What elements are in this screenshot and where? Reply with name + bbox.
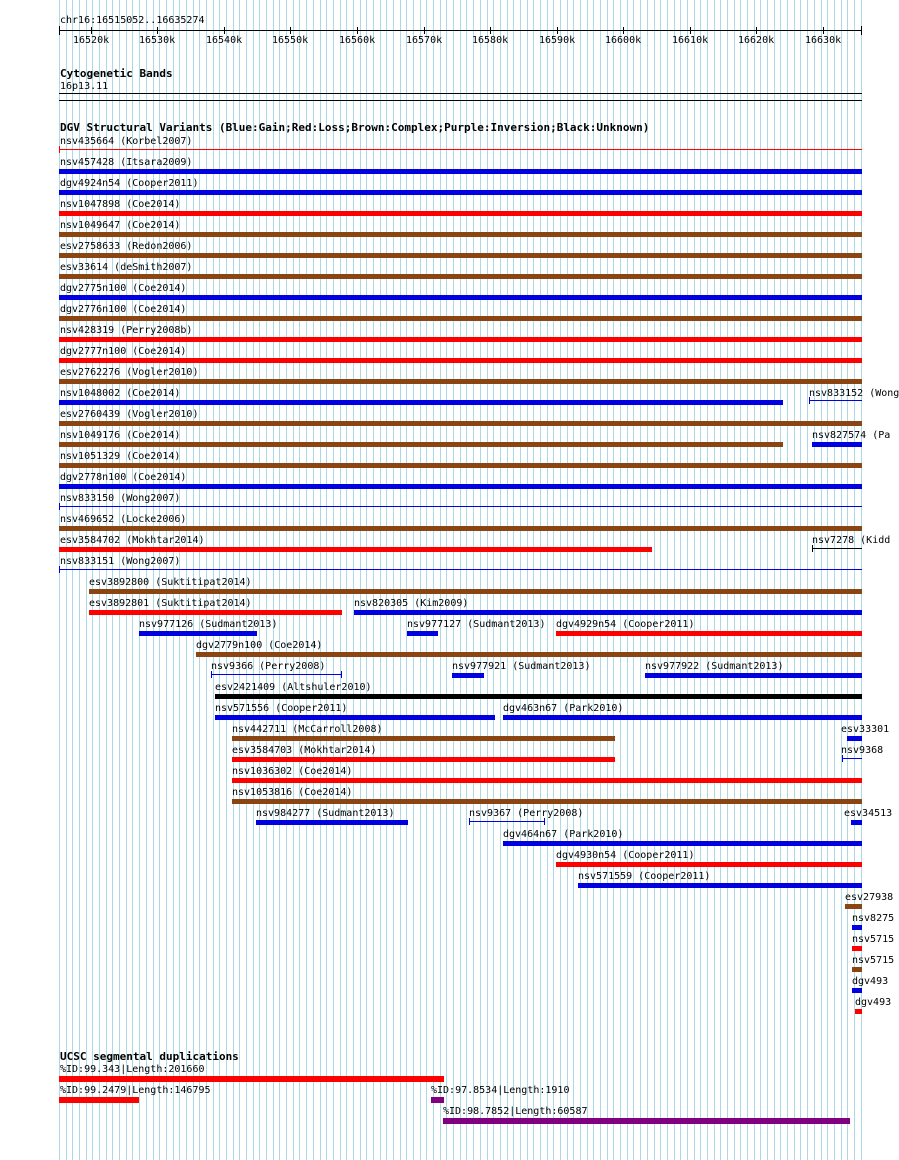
dgv-feature-endcap bbox=[341, 671, 342, 678]
dgv-feature-endcap bbox=[59, 503, 60, 510]
dgv-feature-label[interactable]: nsv442711 (McCarroll2008) bbox=[232, 724, 383, 735]
dgv-feature-label[interactable]: nsv1048002 (Coe2014) bbox=[60, 388, 181, 399]
dgv-feature-label[interactable]: nsv977922 (Sudmant2013) bbox=[645, 661, 784, 672]
dgv-feature-bar[interactable] bbox=[354, 610, 862, 615]
segdup-track-title[interactable]: UCSC segmental duplications bbox=[60, 1050, 239, 1063]
dgv-feature-endcap bbox=[59, 146, 60, 153]
segdup-feature-label[interactable]: %ID:97.8534|Length:1910 bbox=[431, 1085, 570, 1096]
dgv-feature-bar[interactable] bbox=[452, 673, 484, 678]
dgv-feature-bar[interactable] bbox=[812, 442, 862, 447]
dgv-feature-label[interactable]: esv3892801 (Suktitipat2014) bbox=[89, 598, 252, 609]
dgv-feature-label[interactable]: esv33614 (deSmith2007) bbox=[60, 262, 193, 273]
dgv-feature-bar[interactable] bbox=[556, 631, 862, 636]
dgv-feature-label[interactable]: nsv9367 (Perry2008) bbox=[469, 808, 584, 819]
dgv-feature-bar[interactable] bbox=[842, 758, 862, 759]
segdup-feature-label[interactable]: %ID:99.2479|Length:146795 bbox=[60, 1085, 211, 1096]
ruler-tick-label: 16620k bbox=[738, 35, 775, 46]
dgv-feature-bar[interactable] bbox=[59, 190, 862, 195]
dgv-feature-label[interactable]: nsv833150 (Wong2007) bbox=[60, 493, 181, 504]
dgv-feature-label[interactable]: dgv2778n100 (Coe2014) bbox=[60, 472, 187, 483]
dgv-feature-bar[interactable] bbox=[852, 988, 862, 993]
dgv-feature-label[interactable]: dgv2777n100 (Coe2014) bbox=[60, 346, 187, 357]
dgv-feature-bar[interactable] bbox=[59, 358, 862, 363]
dgv-feature-endcap bbox=[544, 818, 545, 825]
ruler-tick-label: 16600k bbox=[605, 35, 642, 46]
dgv-feature-label[interactable]: dgv464n67 (Park2010) bbox=[503, 829, 624, 840]
dgv-feature-bar[interactable] bbox=[215, 694, 862, 699]
segdup-feature-label[interactable]: %ID:98.7852|Length:60587 bbox=[443, 1106, 588, 1117]
ruler-tick bbox=[357, 27, 358, 34]
dgv-feature-label[interactable]: nsv9368 bbox=[841, 745, 884, 756]
dgv-feature-label[interactable]: dgv2779n100 (Coe2014) bbox=[196, 640, 323, 651]
dgv-feature-bar[interactable] bbox=[852, 967, 862, 972]
dgv-feature-bar[interactable] bbox=[59, 232, 862, 237]
dgv-feature-label[interactable]: esv3584703 (Mokhtar2014) bbox=[232, 745, 377, 756]
ruler-tick bbox=[424, 27, 425, 34]
dgv-feature-bar[interactable] bbox=[851, 820, 862, 825]
dgv-feature-bar[interactable] bbox=[809, 400, 862, 401]
dgv-feature-bar[interactable] bbox=[812, 548, 862, 549]
dgv-feature-label[interactable]: esv33301 bbox=[841, 724, 890, 735]
dgv-feature-bar[interactable] bbox=[847, 736, 862, 741]
ruler-tick-label: 16540k bbox=[206, 35, 243, 46]
dgv-feature-bar[interactable] bbox=[139, 631, 257, 636]
dgv-feature-label[interactable]: esv27938 bbox=[845, 892, 894, 903]
dgv-feature-label[interactable]: nsv435664 (Korbel2007) bbox=[60, 136, 193, 147]
ruler-tick-label: 16550k bbox=[272, 35, 309, 46]
dgv-feature-bar[interactable] bbox=[59, 149, 862, 150]
dgv-feature-bar[interactable] bbox=[89, 589, 862, 594]
dgv-feature-bar[interactable] bbox=[211, 674, 342, 675]
dgv-feature-label[interactable]: nsv1036302 (Coe2014) bbox=[232, 766, 353, 777]
position-label: chr16:16515052..16635274 bbox=[60, 15, 205, 26]
ruler-tick-label: 16560k bbox=[339, 35, 376, 46]
segdup-feature-label[interactable]: %ID:99.343|Length:201660 bbox=[60, 1064, 205, 1075]
dgv-feature-label[interactable]: dgv4930n54 (Cooper2011) bbox=[556, 850, 695, 861]
ruler-tick bbox=[157, 27, 158, 34]
segdup-feature-bar[interactable] bbox=[431, 1097, 444, 1103]
ruler-start-tick bbox=[59, 26, 60, 35]
dgv-feature-label[interactable]: dgv4929n54 (Cooper2011) bbox=[556, 619, 695, 630]
dgv-feature-endcap bbox=[59, 566, 60, 573]
dgv-feature-label[interactable]: dgv2775n100 (Coe2014) bbox=[60, 283, 187, 294]
dgv-feature-bar[interactable] bbox=[852, 946, 862, 951]
ruler-tick bbox=[224, 27, 225, 34]
dgv-track-title[interactable]: DGV Structural Variants (Blue:Gain;Red:Loss;Brown:Complex;Purple:Inversion;Black:Unknown) bbox=[60, 121, 650, 134]
dgv-feature-label[interactable]: nsv833151 (Wong2007) bbox=[60, 556, 181, 567]
dgv-feature-label[interactable]: nsv977127 (Sudmant2013) bbox=[407, 619, 546, 630]
dgv-feature-label[interactable]: nsv984277 (Sudmant2013) bbox=[256, 808, 395, 819]
track-divider bbox=[59, 100, 862, 101]
dgv-feature-bar[interactable] bbox=[556, 862, 862, 867]
dgv-feature-label[interactable]: nsv571556 (Cooper2011) bbox=[215, 703, 348, 714]
dgv-feature-label[interactable]: nsv1049647 (Coe2014) bbox=[60, 220, 181, 231]
dgv-feature-bar[interactable] bbox=[503, 715, 862, 720]
dgv-feature-label[interactable]: nsv1047898 (Coe2014) bbox=[60, 199, 181, 210]
dgv-feature-label[interactable]: nsv428319 (Perry2008b) bbox=[60, 325, 193, 336]
dgv-feature-label[interactable]: esv2421409 (Altshuler2010) bbox=[215, 682, 372, 693]
ruler-tick-label: 16610k bbox=[672, 35, 709, 46]
dgv-feature-label[interactable]: esv2760439 (Vogler2010) bbox=[60, 409, 199, 420]
ruler-tick bbox=[91, 27, 92, 34]
dgv-feature-label[interactable]: dgv463n67 (Park2010) bbox=[503, 703, 624, 714]
dgv-feature-label[interactable]: dgv4924n54 (Cooper2011) bbox=[60, 178, 199, 189]
ruler-tick bbox=[823, 27, 824, 34]
dgv-feature-label[interactable]: nsv977126 (Sudmant2013) bbox=[139, 619, 278, 630]
dgv-feature-label[interactable]: nsv9366 (Perry2008) bbox=[211, 661, 326, 672]
dgv-feature-bar[interactable] bbox=[59, 463, 862, 468]
dgv-feature-bar[interactable] bbox=[578, 883, 862, 888]
dgv-feature-bar[interactable] bbox=[59, 506, 862, 507]
dgv-feature-bar[interactable] bbox=[256, 820, 408, 825]
ruler-tick-label: 16530k bbox=[139, 35, 176, 46]
dgv-feature-bar[interactable] bbox=[852, 925, 862, 930]
dgv-feature-label[interactable]: esv3584702 (Mokhtar2014) bbox=[60, 535, 205, 546]
dgv-feature-endcap bbox=[812, 545, 813, 552]
dgv-feature-bar[interactable] bbox=[59, 569, 862, 570]
dgv-feature-label[interactable]: dgv2776n100 (Coe2014) bbox=[60, 304, 187, 315]
dgv-feature-label[interactable]: nsv827574 (Pa bbox=[812, 430, 891, 441]
cytoband-label[interactable]: 16p13.11 bbox=[60, 81, 109, 92]
dgv-feature-bar[interactable] bbox=[645, 673, 862, 678]
dgv-feature-bar[interactable] bbox=[232, 757, 615, 762]
dgv-feature-bar[interactable] bbox=[196, 652, 862, 657]
dgv-feature-label[interactable]: nsv1049176 (Coe2014) bbox=[60, 430, 181, 441]
ruler-tick-label: 16630k bbox=[805, 35, 842, 46]
dgv-feature-label[interactable]: dgv493 bbox=[852, 976, 889, 987]
dgv-feature-label[interactable]: nsv977921 (Sudmant2013) bbox=[452, 661, 591, 672]
dgv-feature-label[interactable]: dgv493 bbox=[855, 997, 892, 1008]
ruler-tick bbox=[756, 27, 757, 34]
dgv-feature-label[interactable]: nsv5715 bbox=[852, 955, 895, 966]
dgv-feature-bar[interactable] bbox=[59, 337, 862, 342]
cytoband-line bbox=[59, 93, 862, 94]
ruler-tick-label: 16520k bbox=[73, 35, 110, 46]
dgv-feature-bar[interactable] bbox=[59, 316, 862, 321]
dgv-feature-label[interactable]: nsv1051329 (Coe2014) bbox=[60, 451, 181, 462]
ruler-tick-label: 16580k bbox=[472, 35, 509, 46]
dgv-feature-label[interactable]: nsv469652 (Locke2006) bbox=[60, 514, 187, 525]
dgv-feature-bar[interactable] bbox=[59, 526, 862, 531]
dgv-feature-bar[interactable] bbox=[232, 799, 862, 804]
ruler-tick bbox=[490, 27, 491, 34]
dgv-feature-label[interactable]: nsv5715 bbox=[852, 934, 895, 945]
ruler-tick bbox=[290, 27, 291, 34]
dgv-feature-label[interactable]: nsv7278 (Kidd bbox=[812, 535, 891, 546]
dgv-feature-bar[interactable] bbox=[855, 1009, 862, 1014]
dgv-feature-bar[interactable] bbox=[89, 610, 342, 615]
dgv-feature-bar[interactable] bbox=[59, 169, 862, 174]
dgv-feature-bar[interactable] bbox=[59, 442, 783, 447]
segdup-feature-bar[interactable] bbox=[59, 1076, 444, 1082]
dgv-feature-label[interactable]: nsv820305 (Kim2009) bbox=[354, 598, 469, 609]
ruler-tick-label: 16590k bbox=[539, 35, 576, 46]
dgv-feature-bar[interactable] bbox=[59, 421, 862, 426]
dgv-feature-bar[interactable] bbox=[59, 400, 783, 405]
segdup-feature-bar[interactable] bbox=[59, 1097, 139, 1103]
dgv-feature-bar[interactable] bbox=[59, 379, 862, 384]
dgv-feature-label[interactable]: nsv457428 (Itsara2009) bbox=[60, 157, 193, 168]
dgv-feature-bar[interactable] bbox=[215, 715, 495, 720]
dgv-feature-label[interactable]: nsv1053816 (Coe2014) bbox=[232, 787, 353, 798]
dgv-feature-endcap bbox=[469, 818, 470, 825]
ruler-tick bbox=[557, 27, 558, 34]
dgv-feature-endcap bbox=[842, 755, 843, 762]
ruler-end-tick bbox=[861, 26, 862, 35]
dgv-feature-bar[interactable] bbox=[469, 821, 545, 822]
cytoband-track-title[interactable]: Cytogenetic Bands bbox=[60, 67, 173, 80]
dgv-feature-bar[interactable] bbox=[845, 904, 862, 909]
dgv-feature-label[interactable]: esv2758633 (Redon2006) bbox=[60, 241, 193, 252]
dgv-feature-bar[interactable] bbox=[59, 484, 862, 489]
ruler-tick-label: 16570k bbox=[406, 35, 443, 46]
dgv-feature-endcap bbox=[211, 671, 212, 678]
dgv-feature-bar[interactable] bbox=[232, 736, 615, 741]
dgv-feature-label[interactable]: nsv571559 (Cooper2011) bbox=[578, 871, 711, 882]
dgv-feature-bar[interactable] bbox=[503, 841, 862, 846]
dgv-feature-bar[interactable] bbox=[59, 547, 652, 552]
dgv-feature-label[interactable]: nsv8275 bbox=[852, 913, 895, 924]
segdup-feature-bar[interactable] bbox=[443, 1118, 850, 1124]
ruler-tick bbox=[623, 27, 624, 34]
dgv-feature-label[interactable]: esv3892800 (Suktitipat2014) bbox=[89, 577, 252, 588]
dgv-feature-label[interactable]: esv34513 bbox=[844, 808, 893, 819]
dgv-feature-bar[interactable] bbox=[59, 274, 862, 279]
dgv-feature-label[interactable]: esv2762276 (Vogler2010) bbox=[60, 367, 199, 378]
dgv-feature-bar[interactable] bbox=[407, 631, 438, 636]
ruler-tick bbox=[690, 27, 691, 34]
dgv-feature-bar[interactable] bbox=[59, 295, 862, 300]
dgv-feature-label[interactable]: nsv833152 (Wong bbox=[809, 388, 899, 399]
dgv-feature-bar[interactable] bbox=[59, 211, 862, 216]
dgv-feature-bar[interactable] bbox=[59, 253, 862, 258]
dgv-feature-bar[interactable] bbox=[232, 778, 862, 783]
ruler-axis bbox=[59, 30, 862, 31]
